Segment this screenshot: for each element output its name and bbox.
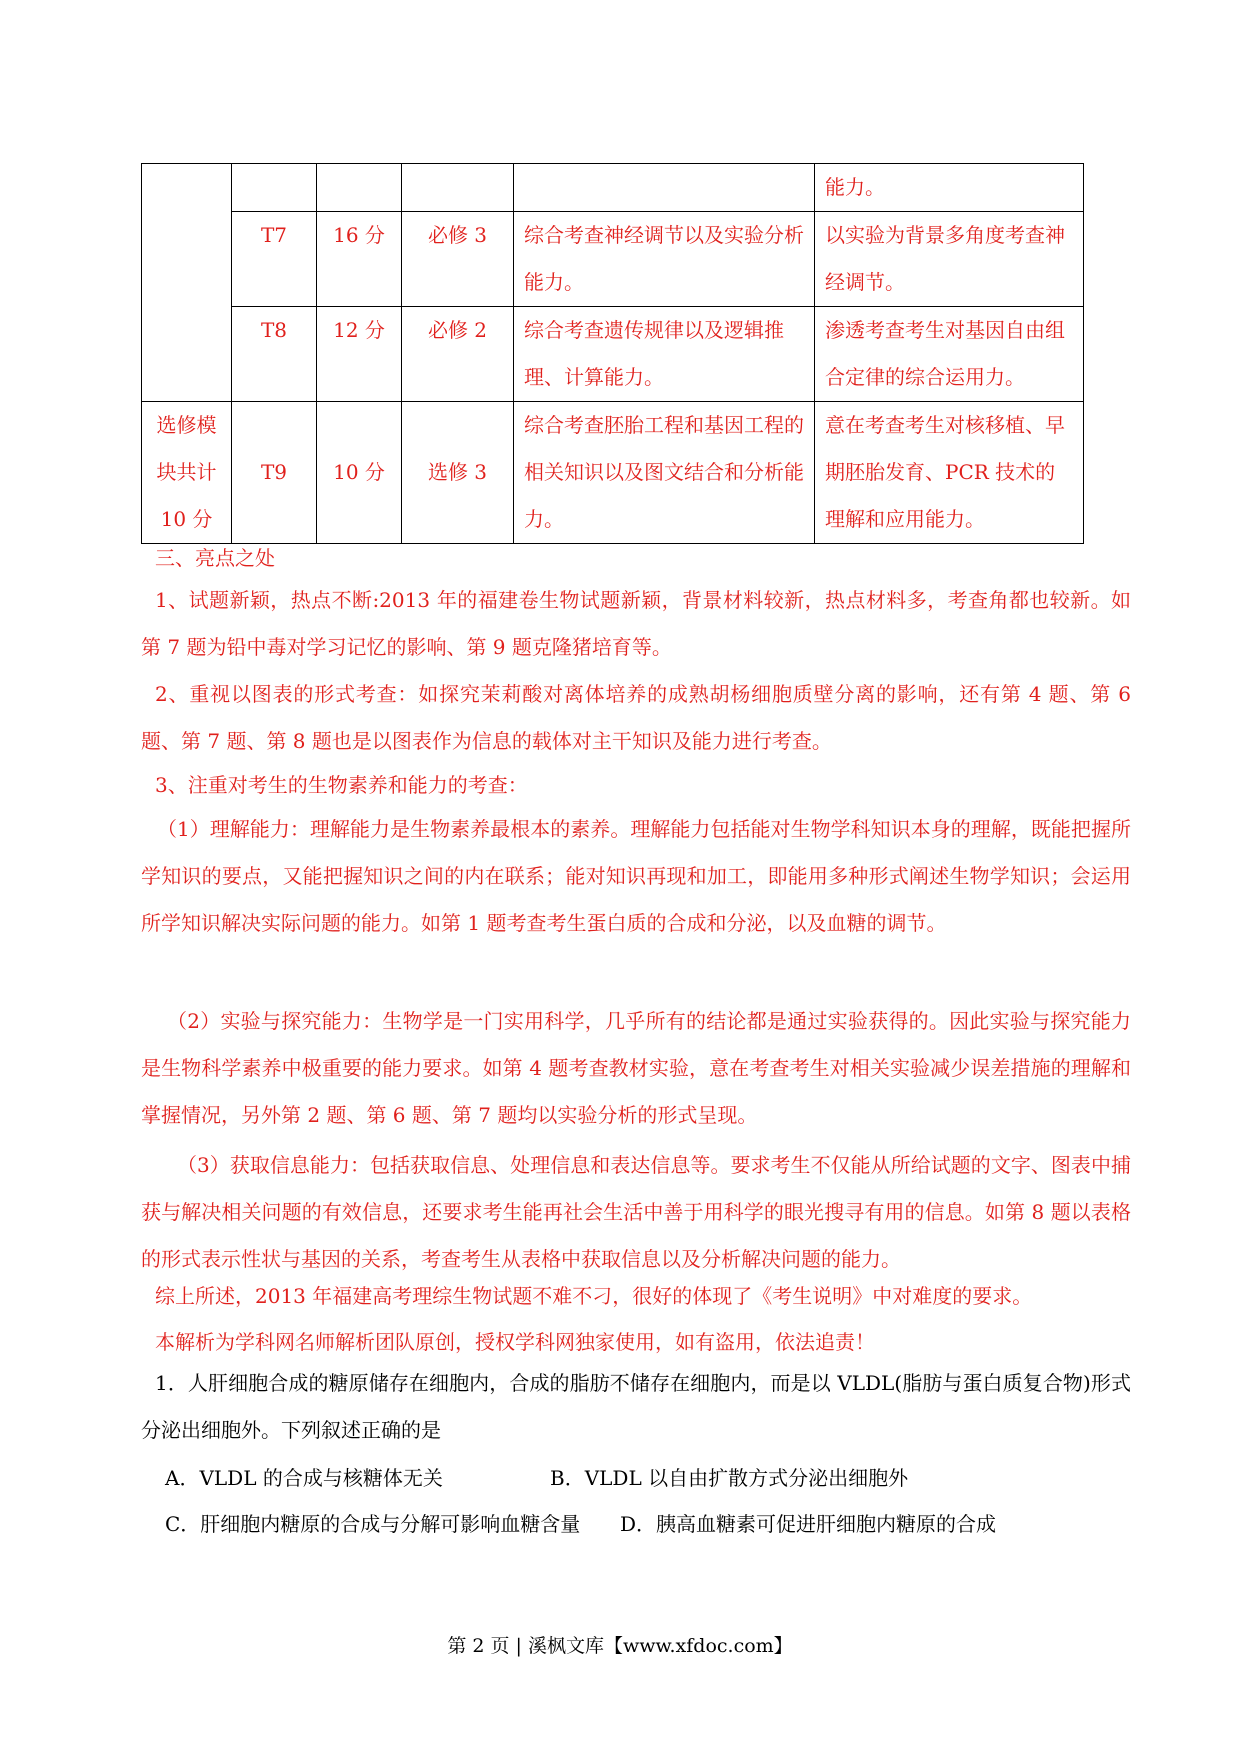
table-cell-feature: 能力。 xyxy=(815,164,1084,212)
table-cell-question: T8 xyxy=(232,307,317,402)
table-cell-assessment: 综合考查神经调节以及实验分析能力。 xyxy=(514,212,815,307)
exam-analysis-table xyxy=(141,163,1084,544)
table-cell-score: 10 分 xyxy=(317,402,402,544)
table-cell-question: T7 xyxy=(232,212,317,307)
question-1-stem: 1．人肝细胞合成的糖原储存在细胞内，合成的脂肪不储存在细胞内，而是以 VLDL(脂肪与蛋白质复合物)形式分泌出细胞外。下列叙述正确的是 xyxy=(141,1371,1131,1442)
table-row xyxy=(142,212,1084,307)
question-1-option-c: C．肝细胞内糖原的合成与分解可影响血糖含量 xyxy=(165,1512,581,1536)
question-1-option-d: D．胰高血糖素可促进肝细胞内糖原的合成 xyxy=(620,1512,997,1536)
table-cell-question: T9 xyxy=(232,402,317,544)
table-cell-score: 16 分 xyxy=(317,212,402,307)
highlight-paragraph-2: 2、重视以图表的形式考查：如探究茉莉酸对离体培养的成熟胡杨细胞质壁分离的影响，还有第 4 题、第 6 题、第 7 题、第 8 题也是以图表作为信息的载体对主干知识及能力进行考查。 xyxy=(141,682,1131,753)
ability-understanding: （1）理解能力：理解能力是生物素养最根本的素养。理解能力包括能对生物学科知识本身的理解，既能把握所学知识的要点，又能把握知识之间的内在联系；能对知识再现和加工，即能用多种形式阐述生物学知识；会运用所学知识解决实际问题的能力。如第 1 题考查考生蛋白质的合成和分泌，以及血糖的调节。 xyxy=(141,817,1131,935)
highlight-paragraph-1: 1、试题新颖，热点不断:2013 年的福建卷生物试题新颖，背景材料较新，热点材料多，考查角都也较新。如第 7 题为铅中毒对学习记忆的影响、第 9 题克隆猪培育等。 xyxy=(141,588,1131,659)
question-1-option-b: B．VLDL 以自由扩散方式分泌出细胞外 xyxy=(550,1466,909,1490)
question-1-option-a: A．VLDL 的合成与核糖体无关 xyxy=(165,1466,443,1490)
page-footer: 第 2 页 | 溪枫文库【www.xfdoc.com】 xyxy=(447,1635,793,1657)
ability-experiment: （2）实验与探究能力：生物学是一门实用科学，几乎所有的结论都是通过实验获得的。因此实验与探究能力是生物科学素养中极重要的能力要求。如第 4 题考查教材实验，意在考查考生对相关实验减少误差措施的理解和掌握情况，另外第 2 题、第 6 题、第 7 题均以实验分析的形式呈现。 xyxy=(141,1009,1131,1127)
table-cell-feature: 渗透考查考生对基因自由组合定律的综合运用力。 xyxy=(815,307,1084,402)
table-cell-score: 12 分 xyxy=(317,307,402,402)
table-cell-textbook: 必修 3 xyxy=(402,212,514,307)
table-cell-assessment: 综合考查遗传规律以及逻辑推理、计算能力。 xyxy=(514,307,815,402)
table-cell xyxy=(402,164,514,212)
table-cell-assessment: 综合考查胚胎工程和基因工程的相关知识以及图文结合和分析能力。 xyxy=(514,402,815,544)
copyright-notice: 本解析为学科网名师解析团队原创，授权学科网独家使用，如有盗用，依法追责！ xyxy=(155,1330,875,1354)
ability-information: （3）获取信息能力：包括获取信息、处理信息和表达信息等。要求考生不仅能从所给试题的文字、图表中捕获与解决相关问题的有效信息，还要求考生能再社会生活中善于用科学的眼光搜寻有用的信息。如第 8 题以表格的形式表示性状与基因的关系，考查考生从表格中获取信息以及分析解决问题的能力。 xyxy=(141,1153,1131,1271)
table-cell-module: 选修模块共计 10 分 xyxy=(142,402,232,544)
highlight-paragraph-3: 3、注重对考生的生物素养和能力的考查： xyxy=(155,773,528,797)
table-row xyxy=(142,402,1084,544)
table-cell-feature: 意在考查考生对核移植、早期胚胎发育、PCR 技术的理解和应用能力。 xyxy=(815,402,1084,544)
summary-text: 综上所述，2013 年福建高考理综生物试题不难不刁，很好的体现了《考生说明》中对难度的要求。 xyxy=(155,1284,1033,1308)
section-heading: 三、亮点之处 xyxy=(155,546,275,570)
table-cell-textbook: 必修 2 xyxy=(402,307,514,402)
table-row xyxy=(142,307,1084,402)
table-cell xyxy=(232,164,317,212)
table-cell xyxy=(514,164,815,212)
table-cell-textbook: 选修 3 xyxy=(402,402,514,544)
table-cell-feature: 以实验为背景多角度考查神经调节。 xyxy=(815,212,1084,307)
table-row xyxy=(142,164,1084,212)
table-cell xyxy=(317,164,402,212)
table-cell-module-empty xyxy=(142,164,232,402)
